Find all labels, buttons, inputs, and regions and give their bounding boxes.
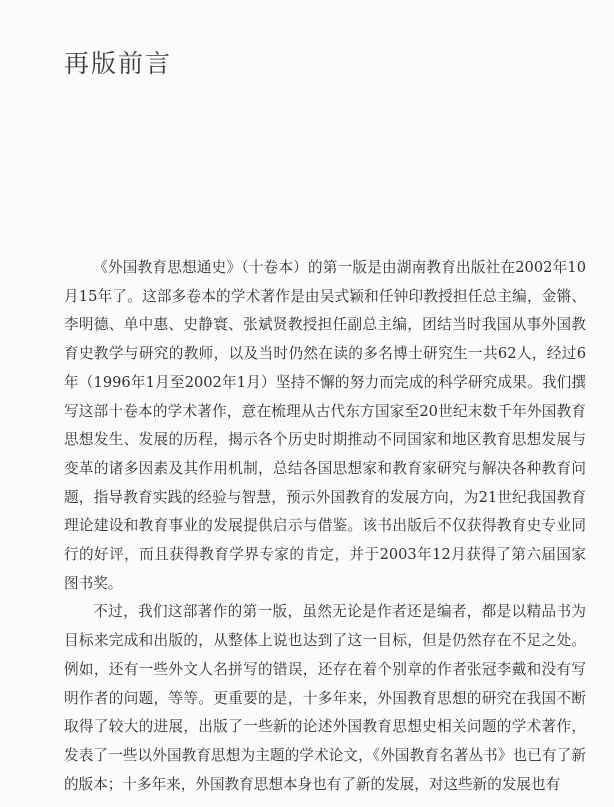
body-text <box>64 254 586 799</box>
paragraph: 《外国教育思想通史》（十卷本）的第一版是由湖南教育出版社在2002年10月15年了。这部多卷本的学术著作是由吴式颖和任钟印教授担任总主编，金锵、李明德、单中惠、史静寰、张斌贤教授担任副总主编，团结当时我国从事外国教育史教学与研究的教师，以及当时仍然在读的多名博士研究生一共62人，经过6年（1996年1月至2002年1月）坚持不懈的努力而完成的科学研究成果。我们撰写这部十卷本的学术著作，意在梳理从古代东方国家至20世纪末数千年外国教育思想发生、发展的历程，揭示各个历史时期推动不同国家和地区教育思想发展与变革的诸多因素及其作用机制，总结各国思想家和教育家研究与解决各种教育问题，指导教育实践的经验与智慧，预示外国教育的发展方向，为21世纪我国教育理论建设和教育事业的发展提供启示与借鉴。该书出版后不仅获得教育史专业同行的好评，而且获得教育学界专家的肯定，并于2003年12月获得了第六届国家图书奖。 <box>64 259 586 592</box>
page-title: 再版前言 <box>64 49 173 78</box>
paragraph: 不过，我们这部著作的第一版，虽然无论是作者还是编者，都是以精品书为目标来完成和出版的，从整体上说也达到了这一目标，但是仍然存在不足之处。例如，还有一些外文人名拼写的错误，还存在着个别章的作者张冠李戴和没有写明作者的问题，等等。更重要的是，十多年来，外国教育思想的研究在我国不断取得了较大的进展，出版了一些新的论述外国教育思想史相关问题的学术著作，发表了一些以外国教育思想为主题的学术论文，《外国教育名著丛书》也已有了新的版本；十多年来，外国教育思想本身也有了新的发展，对这些新的发展也有 <box>64 603 586 793</box>
